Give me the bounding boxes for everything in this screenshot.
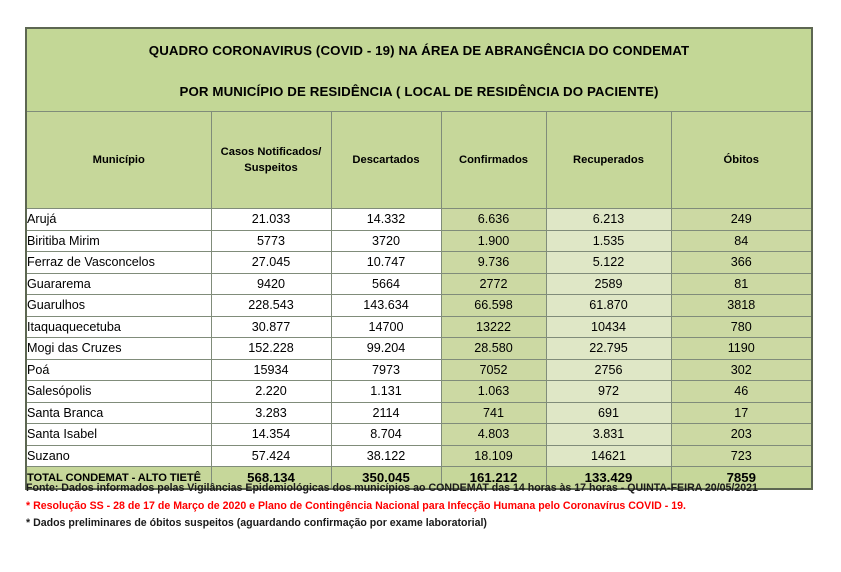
cell-recuperados: 22.795	[546, 338, 671, 360]
column-header-casos-line-1: Casos Notificados/	[220, 145, 322, 158]
cell-casos-notificados: 21.033	[211, 209, 331, 231]
column-header-casos-line-2: Suspeitos	[244, 162, 298, 174]
cell-confirmados: 66.598	[441, 295, 546, 317]
cell-municipio: Itaquaquecetuba	[26, 316, 211, 338]
cell-obitos: 46	[671, 381, 812, 403]
table-row	[26, 381, 812, 403]
table-row	[26, 295, 812, 317]
total-descartados: 350.045	[331, 467, 441, 490]
cell-municipio: Poá	[26, 359, 211, 381]
cell-recuperados: 691	[546, 402, 671, 424]
total-confirmados: 161.212	[441, 467, 546, 490]
cell-descartados: 99.204	[331, 338, 441, 360]
cell-descartados: 143.634	[331, 295, 441, 317]
cell-casos-notificados: 57.424	[211, 445, 331, 467]
cell-confirmados: 6.636	[441, 209, 546, 231]
cell-confirmados: 2772	[441, 273, 546, 295]
total-recuperados: 133.429	[546, 467, 671, 490]
cell-recuperados: 14621	[546, 445, 671, 467]
cell-obitos: 203	[671, 424, 812, 446]
cell-municipio: Suzano	[26, 445, 211, 467]
cell-obitos: 1190	[671, 338, 812, 360]
total-casos: 568.134	[211, 467, 331, 490]
table-row	[26, 230, 812, 252]
cell-obitos: 302	[671, 359, 812, 381]
cell-casos-notificados: 5773	[211, 230, 331, 252]
condemat-covid-table	[25, 27, 813, 490]
table-title-line-2: POR MUNICÍPIO DE RESIDÊNCIA ( LOCAL DE RESIDÊNCIA DO PACIENTE)	[26, 71, 812, 112]
cell-descartados: 5664	[331, 273, 441, 295]
table-row	[26, 316, 812, 338]
table-row	[26, 445, 812, 467]
cell-obitos: 17	[671, 402, 812, 424]
cell-recuperados: 1.535	[546, 230, 671, 252]
cell-casos-notificados: 30.877	[211, 316, 331, 338]
cell-casos-notificados: 9420	[211, 273, 331, 295]
cell-confirmados: 18.109	[441, 445, 546, 467]
footnote-obitos-preliminares: * Dados preliminares de óbitos suspeitos (aguardando confirmação por exame laboratorial)	[26, 517, 487, 530]
cell-descartados: 10.747	[331, 252, 441, 274]
cell-descartados: 7973	[331, 359, 441, 381]
cell-descartados: 8.704	[331, 424, 441, 446]
cell-casos-notificados: 27.045	[211, 252, 331, 274]
cell-confirmados: 7052	[441, 359, 546, 381]
cell-obitos: 84	[671, 230, 812, 252]
table-row	[26, 359, 812, 381]
table-row	[26, 252, 812, 274]
cell-confirmados: 13222	[441, 316, 546, 338]
cell-descartados: 14.332	[331, 209, 441, 231]
footnote-resolucao: * Resolução SS - 28 de 17 de Março de 2020 e Plano de Contingência Nacional para Infecção Humana pelo Coronavírus COVID - 19.	[26, 499, 686, 512]
cell-casos-notificados: 3.283	[211, 402, 331, 424]
table-row	[26, 338, 812, 360]
cell-descartados: 38.122	[331, 445, 441, 467]
cell-descartados: 14700	[331, 316, 441, 338]
table-title-line-1: QUADRO CORONAVIRUS (COVID - 19) NA ÁREA DE ABRANGÊNCIA DO CONDEMAT	[26, 28, 812, 71]
cell-municipio: Ferraz de Vasconcelos	[26, 252, 211, 274]
total-obitos: 7859	[671, 467, 812, 490]
footnotes-block	[26, 483, 826, 536]
table-row	[26, 424, 812, 446]
column-header-obitos: Óbitos	[671, 112, 812, 209]
column-header-recuperados: Recuperados	[546, 112, 671, 209]
cell-recuperados: 2589	[546, 273, 671, 295]
table-row	[26, 402, 812, 424]
cell-descartados: 3720	[331, 230, 441, 252]
cell-recuperados: 972	[546, 381, 671, 403]
cell-recuperados: 10434	[546, 316, 671, 338]
total-label: TOTAL CONDEMAT - ALTO TIETÊ	[26, 467, 211, 490]
table-title-row-1	[26, 28, 812, 71]
cell-recuperados: 6.213	[546, 209, 671, 231]
cell-municipio: Guararema	[26, 273, 211, 295]
cell-descartados: 1.131	[331, 381, 441, 403]
cell-confirmados: 1.063	[441, 381, 546, 403]
footnote-source: Fonte: Dados informados pelas Vigilâncias Epidemiológicas dos municípios ao CONDEMAT das 14 horas às 17 horas - QUINTA-FEIRA 20/05/2021	[26, 482, 758, 494]
cell-recuperados: 5.122	[546, 252, 671, 274]
cell-obitos: 366	[671, 252, 812, 274]
cell-obitos: 3818	[671, 295, 812, 317]
table-header-row	[26, 112, 812, 209]
cell-confirmados: 1.900	[441, 230, 546, 252]
cell-municipio: Guarulhos	[26, 295, 211, 317]
cell-obitos: 780	[671, 316, 812, 338]
cell-municipio: Santa Branca	[26, 402, 211, 424]
cell-casos-notificados: 2.220	[211, 381, 331, 403]
cell-obitos: 249	[671, 209, 812, 231]
cell-recuperados: 2756	[546, 359, 671, 381]
cell-confirmados: 4.803	[441, 424, 546, 446]
cell-descartados: 2114	[331, 402, 441, 424]
cell-recuperados: 61.870	[546, 295, 671, 317]
cell-municipio: Mogi das Cruzes	[26, 338, 211, 360]
cell-recuperados: 3.831	[546, 424, 671, 446]
column-header-casos-notificados	[211, 112, 331, 209]
column-header-confirmados: Confirmados	[441, 112, 546, 209]
column-header-descartados: Descartados	[331, 112, 441, 209]
table-row	[26, 209, 812, 231]
table-title-row-2	[26, 71, 812, 112]
cell-casos-notificados: 152.228	[211, 338, 331, 360]
cell-obitos: 723	[671, 445, 812, 467]
cell-municipio: Arujá	[26, 209, 211, 231]
cell-municipio: Biritiba Mirim	[26, 230, 211, 252]
table-row	[26, 273, 812, 295]
column-header-municipio: Município	[26, 112, 211, 209]
cell-municipio: Salesópolis	[26, 381, 211, 403]
cell-confirmados: 28.580	[441, 338, 546, 360]
cell-obitos: 81	[671, 273, 812, 295]
cell-confirmados: 741	[441, 402, 546, 424]
cell-confirmados: 9.736	[441, 252, 546, 274]
cell-casos-notificados: 228.543	[211, 295, 331, 317]
cell-municipio: Santa Isabel	[26, 424, 211, 446]
cell-casos-notificados: 14.354	[211, 424, 331, 446]
cell-casos-notificados: 15934	[211, 359, 331, 381]
